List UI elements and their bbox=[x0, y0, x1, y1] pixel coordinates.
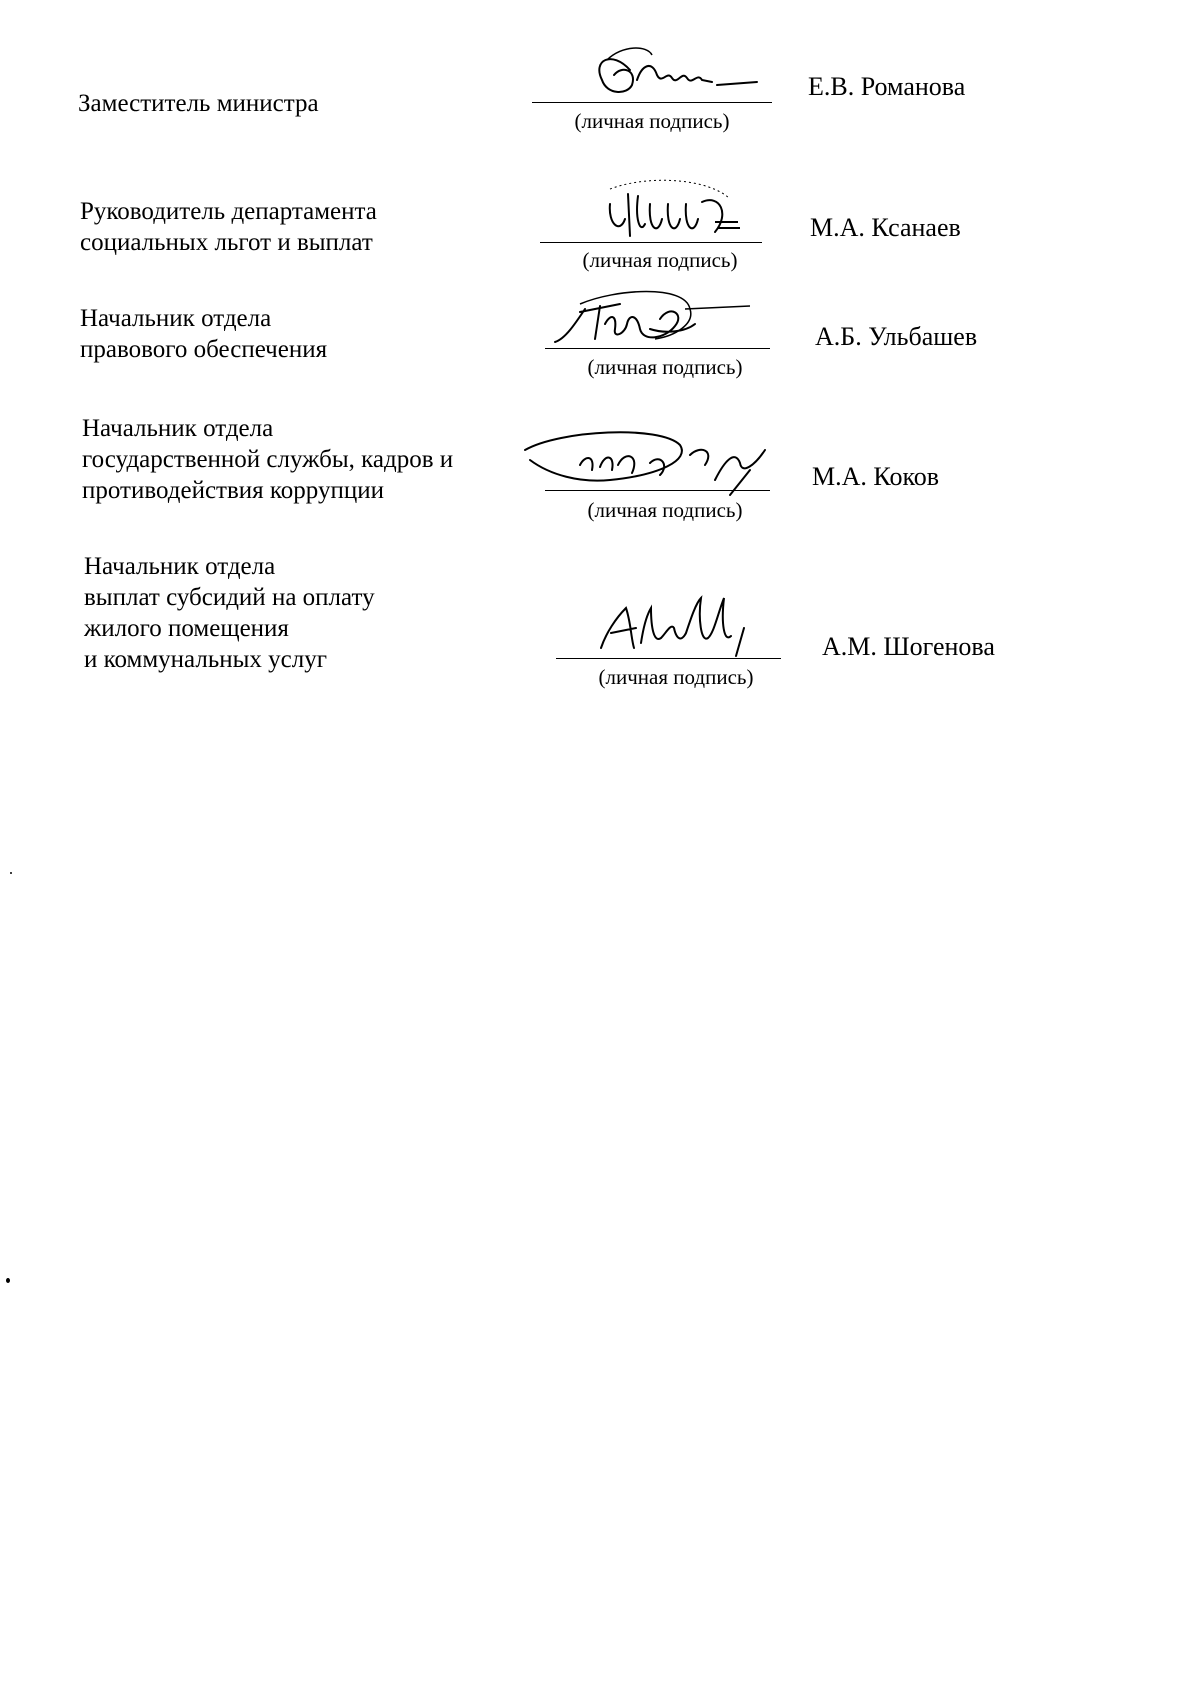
signature-area bbox=[545, 290, 785, 390]
position-line: Начальник отдела bbox=[82, 415, 274, 442]
signatory-name: М.А. Ксанаев bbox=[810, 213, 961, 242]
position-title bbox=[78, 88, 538, 119]
position-title bbox=[82, 413, 542, 506]
signature-line bbox=[540, 242, 762, 243]
signatory-name: А.М. Шогенова bbox=[822, 632, 995, 661]
handwritten-signature bbox=[586, 588, 786, 658]
position-line: выплат субсидий на оплату bbox=[84, 584, 375, 611]
position-line: государственной службы, кадров и bbox=[82, 446, 454, 473]
signature-line bbox=[532, 102, 772, 103]
handwritten-signature bbox=[552, 40, 782, 110]
handwritten-signature bbox=[545, 284, 775, 354]
position-line: и коммунальных услуг bbox=[84, 646, 327, 673]
handwritten-signature bbox=[520, 425, 780, 500]
signature-line bbox=[556, 658, 781, 659]
scan-speck bbox=[10, 872, 12, 874]
signature-caption: (личная подпись) bbox=[582, 248, 738, 272]
signature-area bbox=[556, 598, 796, 698]
position-line: жилого помещения bbox=[84, 615, 289, 642]
signature-caption: (личная подпись) bbox=[574, 109, 730, 133]
signatory-name: Е.В. Романова bbox=[808, 72, 966, 101]
signature-line bbox=[545, 348, 770, 349]
position-line: Начальник отдела bbox=[80, 305, 272, 332]
position-line: Заместитель министра bbox=[78, 90, 319, 117]
position-line: социальных льгот и выплат bbox=[80, 229, 373, 256]
position-line: правового обеспечения bbox=[80, 336, 328, 363]
signatory-name: А.Б. Ульбашев bbox=[815, 322, 978, 351]
signature-caption: (личная подпись) bbox=[587, 355, 743, 379]
signature-area bbox=[545, 430, 785, 530]
signatory-name: М.А. Коков bbox=[812, 462, 940, 491]
handwritten-signature bbox=[590, 174, 790, 249]
position-line: Начальник отдела bbox=[84, 553, 276, 580]
position-title bbox=[80, 303, 540, 365]
position-line: Руководитель департамента bbox=[80, 198, 377, 225]
scan-speck bbox=[6, 1278, 10, 1283]
position-title bbox=[84, 551, 544, 675]
signature-caption: (личная подпись) bbox=[598, 665, 754, 689]
position-title bbox=[80, 196, 540, 258]
signature-line bbox=[545, 490, 770, 491]
position-line: противодействия коррупции bbox=[82, 477, 384, 504]
signature-caption: (личная подпись) bbox=[587, 498, 743, 522]
signature-area bbox=[532, 40, 772, 140]
signature-area bbox=[540, 180, 780, 280]
